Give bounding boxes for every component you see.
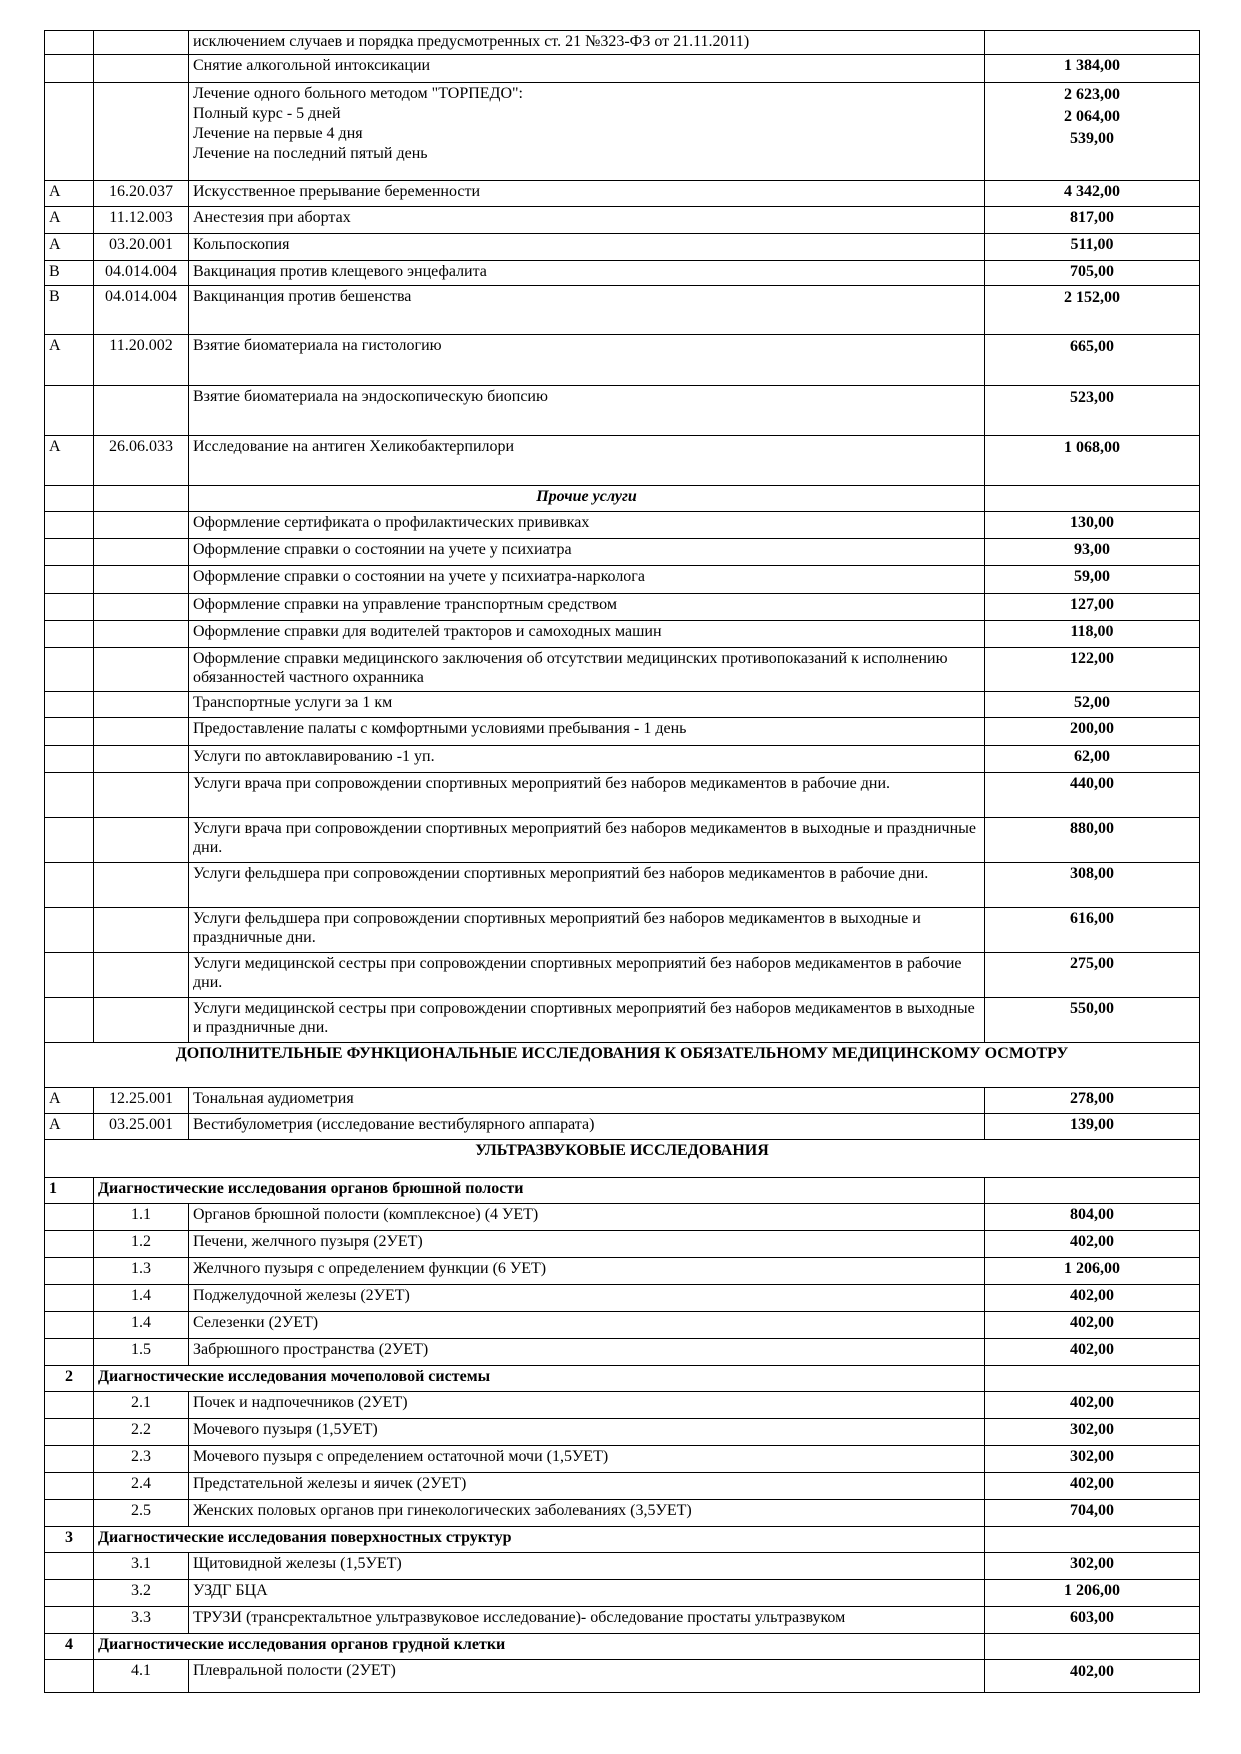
service-code-cell <box>94 746 189 773</box>
service-name-cell: Почек и надпочечников (2УЕТ) <box>189 1392 985 1419</box>
service-code-cell <box>94 953 189 998</box>
table-row <box>45 718 1200 746</box>
service-code-cell <box>94 863 189 908</box>
price-cell: 817,00 <box>985 207 1200 234</box>
code-prefix-cell <box>45 386 94 436</box>
empty-cell <box>985 1527 1200 1553</box>
price-cell: 880,00 <box>985 818 1200 863</box>
code-prefix-cell <box>45 1500 94 1527</box>
code-prefix-cell <box>45 512 94 539</box>
code-prefix-cell <box>45 1312 94 1339</box>
table-row <box>45 486 1200 512</box>
table-row <box>45 1500 1200 1527</box>
section-title: ДОПОЛНИТЕЛЬНЫЕ ФУНКЦИОНАЛЬНЫЕ ИССЛЕДОВАНИЯ К ОБЯЗАТЕЛЬНОМУ МЕДИЦИНСКОМУ ОСМОТРУ <box>45 1043 1200 1088</box>
service-code-cell: 3.3 <box>94 1607 189 1634</box>
price-cell: 308,00 <box>985 863 1200 908</box>
empty-cell <box>985 1178 1200 1204</box>
price-cell: 1 206,00 <box>985 1580 1200 1607</box>
code-prefix-cell: А <box>45 1114 94 1140</box>
table-row <box>45 1392 1200 1419</box>
service-code-cell <box>94 512 189 539</box>
service-name-cell: Селезенки (2УЕТ) <box>189 1312 985 1339</box>
table-row <box>45 1285 1200 1312</box>
price-cell: 93,00 <box>985 539 1200 566</box>
section-title: УЛЬТРАЗВУКОВЫЕ ИССЛЕДОВАНИЯ <box>45 1140 1200 1178</box>
code-prefix-cell <box>45 594 94 621</box>
table-row <box>45 234 1200 261</box>
table-row <box>45 746 1200 773</box>
price-cell: 704,00 <box>985 1500 1200 1527</box>
service-name-line: Лечение на последний пятый день <box>193 145 428 162</box>
table-row <box>45 1580 1200 1607</box>
service-code-cell <box>94 386 189 436</box>
code-prefix-cell <box>45 746 94 773</box>
service-code-cell: 1.4 <box>94 1285 189 1312</box>
service-code-cell: 04.014.004 <box>94 261 189 286</box>
service-code-cell: 1.3 <box>94 1258 189 1285</box>
service-code-cell: 2.2 <box>94 1419 189 1446</box>
price-cell: 127,00 <box>985 594 1200 621</box>
table-row <box>45 953 1200 998</box>
price-cell: 440,00 <box>985 773 1200 818</box>
table-row <box>45 335 1200 386</box>
empty-cell <box>985 1634 1200 1660</box>
table-row <box>45 566 1200 594</box>
subsection-title: Прочие услуги <box>189 486 985 512</box>
service-name-cell: Оформление сертификата о профилактических прививках <box>189 512 985 539</box>
table-row <box>45 594 1200 621</box>
code-prefix-cell <box>45 1204 94 1231</box>
table-row <box>45 55 1200 83</box>
table-row <box>45 1607 1200 1634</box>
price-cell <box>985 83 1200 181</box>
code-prefix-cell <box>45 1446 94 1473</box>
code-prefix-cell: А <box>45 234 94 261</box>
table-row <box>45 1473 1200 1500</box>
service-name-cell: Услуги медицинской сестры при сопровождении спортивных мероприятий без наборов медикаментов в рабочие дни. <box>189 953 985 998</box>
code-prefix-cell <box>45 818 94 863</box>
service-code-cell: 2.5 <box>94 1500 189 1527</box>
service-code-cell <box>94 908 189 953</box>
price-value: 2 064,00 <box>1064 108 1120 125</box>
service-name-cell: Услуги фельдшера при сопровождении спортивных мероприятий без наборов медикаментов в выходные и праздничные дни. <box>189 908 985 953</box>
price-value: 539,00 <box>1070 130 1114 147</box>
table-row <box>45 1419 1200 1446</box>
table-row <box>45 1446 1200 1473</box>
code-prefix-cell: А <box>45 436 94 486</box>
price-cell: 804,00 <box>985 1204 1200 1231</box>
price-cell: 4 342,00 <box>985 181 1200 207</box>
price-cell: 402,00 <box>985 1339 1200 1366</box>
price-cell: 52,00 <box>985 692 1200 718</box>
table-row <box>45 621 1200 648</box>
code-prefix-cell <box>45 692 94 718</box>
service-name-cell: Женских половых органов при гинекологических заболеваниях (3,5УЕТ) <box>189 1500 985 1527</box>
code-prefix-cell <box>45 1580 94 1607</box>
code-prefix-cell <box>45 621 94 648</box>
service-name-cell: Плевральной полости (2УЕТ) <box>189 1660 985 1693</box>
service-name-cell: Щитовидной железы (1,5УЕТ) <box>189 1553 985 1580</box>
group-number: 1 <box>45 1178 94 1204</box>
price-cell: 1 384,00 <box>985 55 1200 83</box>
table-row <box>45 512 1200 539</box>
price-cell: 200,00 <box>985 718 1200 746</box>
service-name-cell: Оформление справки медицинского заключения об отсутствии медицинских противопоказаний к исполнению обязанностей частного охранника <box>189 648 985 692</box>
price-cell: 278,00 <box>985 1088 1200 1114</box>
service-code-cell: 03.25.001 <box>94 1114 189 1140</box>
group-title: Диагностические исследования органов грудной клетки <box>94 1634 985 1660</box>
code-prefix-cell <box>45 1660 94 1693</box>
price-cell: 523,00 <box>985 386 1200 436</box>
table-row <box>45 1043 1200 1088</box>
table-row <box>45 1366 1200 1392</box>
service-name-cell: Вакцинанция против бешенства <box>189 286 985 335</box>
code-prefix-cell <box>45 863 94 908</box>
service-code-cell: 03.20.001 <box>94 234 189 261</box>
group-title: Диагностические исследования органов брюшной полости <box>94 1178 985 1204</box>
table-row <box>45 692 1200 718</box>
service-code-cell: 11.20.002 <box>94 335 189 386</box>
empty-cell <box>985 1366 1200 1392</box>
price-cell: 302,00 <box>985 1419 1200 1446</box>
table-row <box>45 1231 1200 1258</box>
price-value: 2 623,00 <box>1064 86 1120 103</box>
code-prefix-cell <box>45 1419 94 1446</box>
service-name-cell: Оформление справки на управление транспортным средством <box>189 594 985 621</box>
table-row <box>45 1660 1200 1693</box>
service-name-cell: Вакцинация против клещевого энцефалита <box>189 261 985 286</box>
service-code-cell <box>94 621 189 648</box>
service-code-cell <box>94 818 189 863</box>
price-cell: 122,00 <box>985 648 1200 692</box>
code-prefix-cell <box>45 953 94 998</box>
service-code-cell: 04.014.004 <box>94 286 189 335</box>
table-row <box>45 1312 1200 1339</box>
service-code-cell <box>94 566 189 594</box>
service-code-cell: 16.20.037 <box>94 181 189 207</box>
service-name-cell: Анестезия при абортах <box>189 207 985 234</box>
group-title: Диагностические исследования мочеполовой системы <box>94 1366 985 1392</box>
service-name-cell: Услуги фельдшера при сопровождении спортивных мероприятий без наборов медикаментов в рабочие дни. <box>189 863 985 908</box>
table-row <box>45 261 1200 286</box>
price-cell: 616,00 <box>985 908 1200 953</box>
price-cell <box>985 31 1200 55</box>
code-prefix-cell <box>45 773 94 818</box>
service-name-cell: Желчного пузыря с определением функции (6 УЕТ) <box>189 1258 985 1285</box>
table-row <box>45 998 1200 1043</box>
code-prefix-cell: А <box>45 207 94 234</box>
service-code-cell <box>94 539 189 566</box>
service-name-cell: Кольпоскопия <box>189 234 985 261</box>
code-prefix-cell: А <box>45 1088 94 1114</box>
price-cell: 402,00 <box>985 1660 1200 1693</box>
table-row <box>45 207 1200 234</box>
service-code-cell: 4.1 <box>94 1660 189 1693</box>
service-name-cell: Оформление справки о состоянии на учете у психиатра-нарколога <box>189 566 985 594</box>
table-row <box>45 1178 1200 1204</box>
code-prefix-cell <box>45 908 94 953</box>
table-row <box>45 1114 1200 1140</box>
price-list-body <box>45 31 1200 1693</box>
table-row <box>45 83 1200 181</box>
service-code-cell: 2.1 <box>94 1392 189 1419</box>
service-code-cell <box>94 648 189 692</box>
price-list-table <box>44 30 1200 1693</box>
service-name-cell: Услуги медицинской сестры при сопровождении спортивных мероприятий без наборов медикаментов в выходные и праздничные дни. <box>189 998 985 1043</box>
price-cell: 402,00 <box>985 1231 1200 1258</box>
price-cell: 1 068,00 <box>985 436 1200 486</box>
code-prefix-cell <box>45 1285 94 1312</box>
service-code-cell: 3.1 <box>94 1553 189 1580</box>
service-name-cell: Взятие биоматериала на гистологию <box>189 335 985 386</box>
service-name-cell: Органов брюшной полости (комплексное) (4 УЕТ) <box>189 1204 985 1231</box>
price-cell: 2 152,00 <box>985 286 1200 335</box>
service-code-cell: 3.2 <box>94 1580 189 1607</box>
code-prefix-cell <box>45 1339 94 1366</box>
service-name-cell: Мочевого пузыря с определением остаточной мочи (1,5УЕТ) <box>189 1446 985 1473</box>
service-code-cell: 26.06.033 <box>94 436 189 486</box>
price-cell: 603,00 <box>985 1607 1200 1634</box>
service-name-cell: Исследование на антиген Хеликобактерпилори <box>189 436 985 486</box>
code-prefix-cell <box>45 31 94 55</box>
price-cell: 402,00 <box>985 1392 1200 1419</box>
service-code-cell: 1.2 <box>94 1231 189 1258</box>
service-name-cell: Оформление справки для водителей тракторов и самоходных машин <box>189 621 985 648</box>
empty-cell <box>45 486 94 512</box>
service-name-cell: ТРУЗИ (трансректальтное ультразвуковое исследование)- обследование простаты ультразвуком <box>189 1607 985 1634</box>
service-code-cell <box>94 773 189 818</box>
service-code-cell: 1.5 <box>94 1339 189 1366</box>
group-number: 2 <box>45 1366 94 1392</box>
service-name-cell: Услуги врача при сопровождении спортивных мероприятий без наборов медикаментов в выходные и праздничные дни. <box>189 818 985 863</box>
table-row <box>45 1258 1200 1285</box>
table-row <box>45 1140 1200 1178</box>
empty-cell <box>985 486 1200 512</box>
price-cell: 402,00 <box>985 1312 1200 1339</box>
code-prefix-cell <box>45 1392 94 1419</box>
code-prefix-cell: А <box>45 181 94 207</box>
code-prefix-cell: В <box>45 261 94 286</box>
code-prefix-cell <box>45 83 94 181</box>
code-prefix-cell <box>45 55 94 83</box>
group-number: 4 <box>45 1634 94 1660</box>
code-prefix-cell: А <box>45 335 94 386</box>
service-name-cell: Искусственное прерывание беременности <box>189 181 985 207</box>
table-row <box>45 1634 1200 1660</box>
group-number: 3 <box>45 1527 94 1553</box>
price-cell: 402,00 <box>985 1285 1200 1312</box>
price-cell: 130,00 <box>985 512 1200 539</box>
price-cell: 550,00 <box>985 998 1200 1043</box>
table-row <box>45 31 1200 55</box>
table-row <box>45 386 1200 436</box>
group-title: Диагностические исследования поверхностных структур <box>94 1527 985 1553</box>
service-name-cell: Снятие алкогольной интоксикации <box>189 55 985 83</box>
price-cell: 118,00 <box>985 621 1200 648</box>
code-prefix-cell <box>45 1258 94 1285</box>
service-name-cell: Мочевого пузыря (1,5УЕТ) <box>189 1419 985 1446</box>
price-cell: 705,00 <box>985 261 1200 286</box>
service-name-cell: Забрюшного пространства (2УЕТ) <box>189 1339 985 1366</box>
service-name-cell <box>189 83 985 181</box>
code-prefix-cell <box>45 1231 94 1258</box>
service-name-cell: Тональная аудиометрия <box>189 1088 985 1114</box>
service-name-cell: УЗДГ БЦА <box>189 1580 985 1607</box>
service-code-cell: 1.4 <box>94 1312 189 1339</box>
table-row <box>45 863 1200 908</box>
service-name-cell: Предстательной железы и яичек (2УЕТ) <box>189 1473 985 1500</box>
service-name-cell: Предоставление палаты с комфортными условиями пребывания - 1 день <box>189 718 985 746</box>
table-row <box>45 773 1200 818</box>
code-prefix-cell <box>45 1553 94 1580</box>
code-prefix-cell <box>45 566 94 594</box>
table-row <box>45 436 1200 486</box>
code-prefix-cell <box>45 998 94 1043</box>
service-code-cell: 12.25.001 <box>94 1088 189 1114</box>
service-name-line: Лечение одного больного методом "ТОРПЕДО": <box>193 85 523 102</box>
service-code-cell: 1.1 <box>94 1204 189 1231</box>
price-cell: 302,00 <box>985 1446 1200 1473</box>
price-cell: 511,00 <box>985 234 1200 261</box>
service-name-cell: Услуги врача при сопровождении спортивных мероприятий без наборов медикаментов в рабочие дни. <box>189 773 985 818</box>
service-name-line: Лечение на первые 4 дня <box>193 125 363 142</box>
table-row <box>45 1204 1200 1231</box>
table-row <box>45 818 1200 863</box>
table-row <box>45 181 1200 207</box>
service-name-cell: исключением случаев и порядка предусмотренных ст. 21 №323-ФЗ от 21.11.2011) <box>189 31 985 55</box>
service-name-cell: Транспортные услуги за 1 км <box>189 692 985 718</box>
code-prefix-cell <box>45 539 94 566</box>
service-name-cell: Услуги по автоклавированию -1 уп. <box>189 746 985 773</box>
service-name-cell: Взятие биоматериала на эндоскопическую биопсию <box>189 386 985 436</box>
service-code-cell <box>94 692 189 718</box>
table-row <box>45 1527 1200 1553</box>
service-name-cell: Вестибулометрия (исследование вестибулярного аппарата) <box>189 1114 985 1140</box>
table-row <box>45 1088 1200 1114</box>
code-prefix-cell: В <box>45 286 94 335</box>
table-row <box>45 539 1200 566</box>
table-row <box>45 286 1200 335</box>
table-row <box>45 1339 1200 1366</box>
table-row <box>45 1553 1200 1580</box>
service-name-cell: Печени, желчного пузыря (2УЕТ) <box>189 1231 985 1258</box>
service-code-cell <box>94 31 189 55</box>
code-prefix-cell <box>45 1473 94 1500</box>
table-row <box>45 648 1200 692</box>
code-prefix-cell <box>45 718 94 746</box>
service-name-cell: Оформление справки о состоянии на учете у психиатра <box>189 539 985 566</box>
service-name-line: Полный курс - 5 дней <box>193 105 341 122</box>
price-cell: 402,00 <box>985 1473 1200 1500</box>
service-code-cell <box>94 594 189 621</box>
price-cell: 665,00 <box>985 335 1200 386</box>
price-cell: 302,00 <box>985 1553 1200 1580</box>
service-code-cell <box>94 718 189 746</box>
table-row <box>45 908 1200 953</box>
price-cell: 275,00 <box>985 953 1200 998</box>
service-code-cell <box>94 55 189 83</box>
code-prefix-cell <box>45 1607 94 1634</box>
service-name-cell: Поджелудочной железы (2УЕТ) <box>189 1285 985 1312</box>
price-cell: 62,00 <box>985 746 1200 773</box>
code-prefix-cell <box>45 648 94 692</box>
price-cell: 1 206,00 <box>985 1258 1200 1285</box>
service-code-cell: 2.3 <box>94 1446 189 1473</box>
price-cell: 139,00 <box>985 1114 1200 1140</box>
service-code-cell <box>94 998 189 1043</box>
service-code-cell: 2.4 <box>94 1473 189 1500</box>
service-code-cell <box>94 83 189 181</box>
price-cell: 59,00 <box>985 566 1200 594</box>
service-code-cell: 11.12.003 <box>94 207 189 234</box>
empty-cell <box>94 486 189 512</box>
